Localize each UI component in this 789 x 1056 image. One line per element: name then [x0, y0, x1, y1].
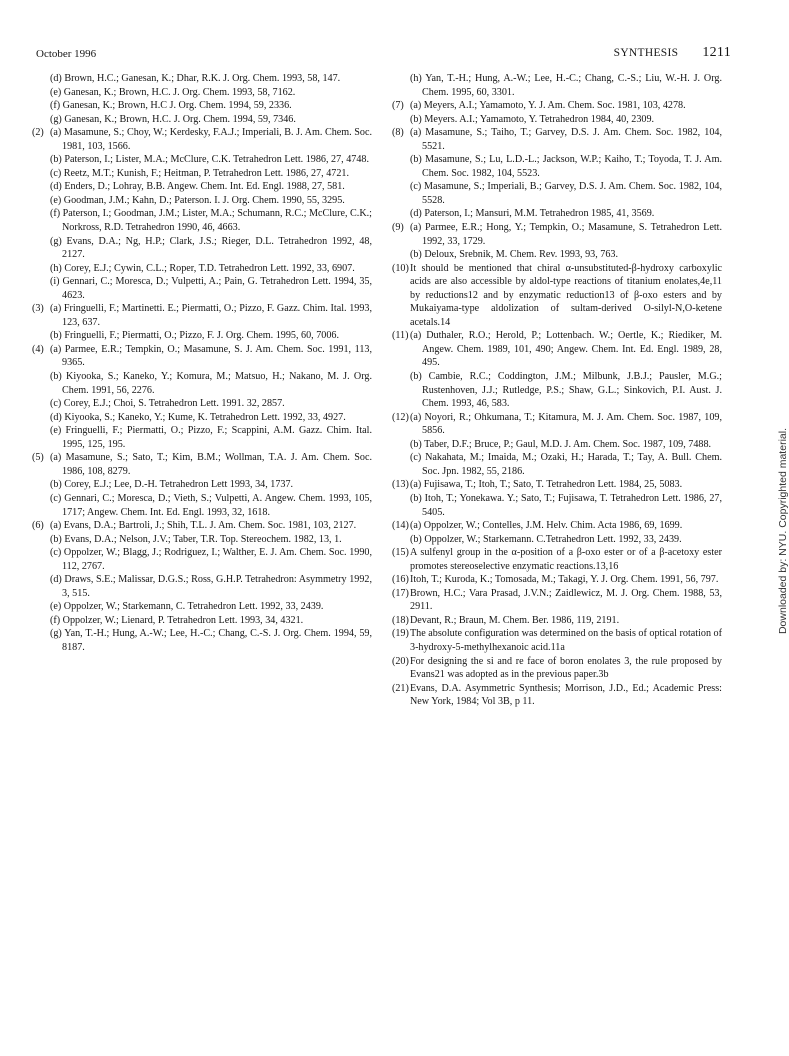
reference-entry: [32, 451, 372, 519]
reference-items: [50, 519, 372, 654]
reference-citation: (a) Evans, D.A.; Bartroli, J.; Shih, T.L. J. Am. Chem. Soc. 1981, 103, 2127.: [50, 520, 357, 532]
reference-note: Devant, R.; Braun, M. Chem. Ber. 1986, 119, 2191.: [410, 614, 620, 626]
reference-number: (9): [392, 222, 404, 234]
reference-number: (3): [32, 303, 44, 315]
reference-items: [410, 72, 722, 99]
reference-number: (21): [392, 682, 409, 694]
reference-note: A sulfenyl group in the α-position of a β-oxo ester or of a β-acetoxy ester promotes stereoselective enzymatic reactions.13,16: [410, 547, 722, 572]
reference-citation: (c) Corey, E.J.; Choi, S. Tetrahedron Lett. 1991. 32, 2857.: [50, 398, 285, 410]
reference-note: Evans, D.A. Asymmetric Synthesis; Morrison, J.D., Ed.; Academic Press: New York, 1984; Vol 3B, p 11.: [410, 682, 722, 708]
reference-entry: [392, 72, 722, 99]
reference-entry: [32, 343, 372, 451]
reference-entry: [392, 655, 722, 682]
reference-entry: [392, 329, 722, 410]
reference-citation: (f) Ganesan, K.; Brown, H.C J. Org. Chem. 1994, 59, 2336.: [50, 100, 292, 112]
reference-citation: (b) Meyers. A.I.; Yamamoto, Y. Tetrahedron 1984, 40, 2309.: [410, 113, 655, 125]
reference-number: (12): [392, 411, 409, 423]
reference-note: The absolute configuration was determined on the basis of optical rotation of 3-hydroxy-5-methylhexanoic acid.11a: [410, 628, 722, 653]
reference-citation: (c) Masamune, S.; Imperiali, B.; Garvey, D.S. J. Am. Chem. Soc. 1982, 104, 5528.: [410, 181, 722, 206]
reference-citation: (a) Fujisawa, T.; Itoh, T.; Sato, T. Tetrahedron Lett. 1984, 25, 5083.: [410, 479, 683, 491]
reference-citation: (a) Meyers, A.I.; Yamamoto, Y. J. Am. Chem. Soc. 1981, 103, 4278.: [410, 100, 686, 112]
reference-citation: (d) Enders, D.; Lohray, B.B. Angew. Chem. Int. Ed. Engl. 1988, 27, 581.: [50, 181, 345, 193]
reference-items: [410, 126, 722, 221]
reference-citation: (h) Corey, E.J.; Cywin, C.L.; Roper, T.D. Tetrahedron Lett. 1992, 33, 6907.: [50, 262, 355, 274]
reference-citation: (a) Parmee, E.R.; Tempkin, O.; Masamune, S. J. Am. Chem. Soc. 1991, 113, 9365.: [50, 343, 372, 369]
references-right-column: [392, 72, 722, 709]
reference-citation: (h) Yan, T.-H.; Hung, A.-W.; Lee, H.-C.; Chang, C.-S.; Liu, W.-H. J. Org. Chem. 1995, 60, 3301.: [410, 73, 722, 98]
reference-entry: [392, 682, 722, 709]
reference-items: [410, 573, 722, 587]
reference-items: [410, 329, 722, 410]
reference-entry: [32, 72, 372, 126]
reference-entry: [392, 587, 722, 614]
reference-entry: [392, 546, 722, 573]
reference-entry: [392, 627, 722, 654]
reference-number: (16): [392, 574, 409, 586]
reference-items: [410, 411, 722, 479]
reference-citation: (e) Ganesan, K.; Brown, H.C. J. Org. Chem. 1993, 58, 7162.: [50, 86, 296, 98]
reference-note: Itoh, T.; Kuroda, K.; Tomosada, M.; Takagi, Y. J. Org. Chem. 1991, 56, 797.: [410, 574, 719, 586]
reference-citation: (a) Masamune, S.; Sato, T.; Kim, B.M.; Wollman, T.A. J. Am. Chem. Soc. 1986, 108, 8279.: [50, 452, 372, 477]
reference-items: [50, 126, 372, 302]
reference-citation: (b) Deloux, Srebnik, M. Chem. Rev. 1993, 93, 763.: [410, 249, 619, 261]
reference-citation: (b) Paterson, I.; Lister, M.A.; McClure, C.K. Tetrahedron Lett. 1986, 27, 4748.: [50, 154, 369, 166]
reference-citation: (a) Oppolzer, W.; Contelles, J.M. Helv. Chim. Acta 1986, 69, 1699.: [410, 520, 683, 532]
reference-citation: (g) Evans, D.A.; Ng, H.P.; Clark, J.S.; Rieger, D.L. Tetrahedron 1992, 48, 2127.: [50, 235, 372, 261]
reference-citation: (g) Ganesan, K.; Brown, H.C. J. Org. Chem. 1994, 59, 7346.: [50, 113, 296, 125]
reference-number: (11): [392, 330, 409, 342]
reference-citation: (f) Paterson, I.; Goodman, J.M.; Lister, M.A.; Schumann, R.C.; McClure, C.K.; Norkross, R.D. Tetrahedron 1990, 46, 4663.: [50, 208, 372, 234]
reference-items: [410, 221, 722, 262]
reference-entry: [392, 99, 722, 126]
issue-date: October 1996: [36, 48, 97, 60]
reference-items: [50, 72, 372, 126]
reference-citation: (a) Duthaler, R.O.; Herold, P.; Lottenbach. W.; Oertle, K.; Riediker, M. Angew. Chem. 1989, 101, 490; Angew. Chem. Int. Ed. Engl. 1989, 28, 495.: [410, 330, 722, 369]
reference-citation: (b) Itoh, T.; Yonekawa. Y.; Sato, T.; Fujisawa, T. Tetrahedron Lett. 1986, 27, 5405.: [410, 492, 722, 518]
reference-items: [410, 262, 722, 330]
references-left-column: [32, 72, 372, 655]
download-watermark-text: Downloaded by: NYU. Copyrighted material.: [777, 428, 789, 635]
reference-number: [392, 72, 410, 99]
reference-note: It should be mentioned that chiral α-unsubstituted-β-hydroxy carboxylic acids are also accessible by aldol-type reactions of titanium enolates,4e,11 by reductions12 and by enzymatic reduction13 of β-oxo esters and by Mukaiyama-type aldolization of sultam-derived O-silyl-N,O-ketene acetals.14: [410, 262, 722, 328]
reference-citation: (e) Goodman, J.M.; Kahn, D.; Paterson. I. J. Org. Chem. 1990, 55, 3295.: [50, 194, 345, 206]
journal-name: SYNTHESIS: [613, 47, 679, 59]
reference-items: [410, 655, 722, 682]
reference-number: (19): [392, 628, 409, 640]
reference-number: (4): [32, 343, 44, 355]
reference-citation: (d) Paterson, I.; Mansuri, M.M. Tetrahedron 1985, 41, 3569.: [410, 208, 655, 220]
reference-citation: (a) Fringuelli, F.; Martinetti. E.; Piermatti, O.; Pizzo, F. Gazz. Chim. Ital. 1993, 123, 637.: [50, 303, 372, 328]
reference-citation: (a) Noyori, R.; Ohkumana, T.; Kitamura, M. J. Am. Chem. Soc. 1987, 109, 5856.: [410, 411, 722, 437]
reference-citation: (d) Kiyooka, S.; Kaneko, Y.; Kume, K. Tetrahedron Lett. 1992, 33, 4927.: [50, 411, 346, 423]
reference-items: [410, 614, 722, 628]
reference-entry: [392, 519, 722, 546]
reference-number: (2): [32, 127, 44, 139]
reference-citation: (c) Reetz, M.T.; Kunish, F.; Heitman, P. Tetrahedron Lett. 1986, 27, 4721.: [50, 167, 349, 179]
reference-number: (17): [392, 587, 409, 599]
page-number: 1211: [702, 45, 731, 60]
reference-citation: (b) Evans, D.A.; Nelson, J.V.; Taber, T.R. Top. Stereochem. 1982, 13, 1.: [50, 533, 342, 545]
reference-number: (15): [392, 547, 409, 559]
reference-citation: (b) Corey, E.J.; Lee, D.-H. Tetrahedron Lett 1993, 34, 1737.: [50, 479, 294, 491]
reference-citation: (g) Yan, T.-H.; Hung, A.-W.; Lee, H.-C.; Chang, C.-S. J. Org. Chem. 1994, 59, 8187.: [50, 628, 372, 653]
reference-number: (7): [392, 100, 404, 112]
reference-items: [410, 627, 722, 654]
reference-entry: [32, 302, 372, 343]
reference-citation: (d) Draws, S.E.; Malissar, D.G.S.; Ross, G.H.P. Tetrahedron: Asymmetry 1992, 3, 515.: [50, 574, 372, 599]
reference-number: (18): [392, 614, 409, 626]
reference-citation: (b) Cambie, R.C.; Coddington, J.M.; Milbunk, J.B.J.; Pausler, M.G.; Rustenhoven, J.J.; Rutledge, P.S.; Shaw, G.L.; Sinkovich, P.I. Aust. J. Chem. 1993, 46, 583.: [410, 371, 722, 410]
reference-entry: [392, 573, 722, 587]
reference-number: (20): [392, 655, 409, 667]
reference-number: (10): [392, 262, 409, 274]
reference-note: Brown, H.C.; Vara Prasad, J.V.N.; Zaidlewicz, M. J. Org. Chem. 1988, 53, 2911.: [410, 587, 722, 613]
reference-number: (8): [392, 127, 404, 139]
reference-entry: [392, 126, 722, 221]
reference-citation: (b) Taber, D.F.; Bruce, P.; Gaul, M.D. J. Am. Chem. Soc. 1987, 109, 7488.: [410, 438, 712, 450]
reference-entry: [392, 478, 722, 519]
reference-items: [410, 587, 722, 614]
reference-number: [32, 72, 50, 126]
reference-entry: [392, 614, 722, 628]
reference-citation: (f) Oppolzer, W.; Lienard, P. Tetrahedron Lett. 1993, 34, 4321.: [50, 614, 304, 626]
reference-citation: (d) Brown, H.C.; Ganesan, K.; Dhar, R.K. J. Org. Chem. 1993, 58, 147.: [50, 73, 341, 84]
reference-citation: (i) Gennari, C.; Moresca, D.; Vulpetti, A.; Pain, G. Tetrahedron Lett. 1994, 35, 4623.: [50, 276, 372, 301]
reference-items: [50, 302, 372, 343]
reference-citation: (b) Masamune, S.; Lu, L.D.-L.; Jackson, W.P.; Kaiho, T.; Toyoda, T. J. Am. Chem. Soc. 1982, 104, 5523.: [410, 154, 722, 179]
reference-entry: [32, 126, 372, 302]
reference-number: (5): [32, 452, 44, 464]
reference-items: [50, 343, 372, 451]
reference-citation: (c) Oppolzer, W.; Blagg, J.; Rodriguez, I.; Walther, E. J. Am. Chem. Soc. 1990, 112, 2767.: [50, 547, 372, 572]
reference-citation: (b) Kiyooka, S.; Kaneko, Y.; Komura, M.; Matsuo, H.; Nakano, M. J. Org. Chem. 1991, 56, 2276.: [50, 371, 372, 396]
reference-items: [410, 546, 722, 573]
reference-citation: (a) Parmee, E.R.; Hong, Y.; Tempkin, O.; Masamune, S. Tetrahedron Lett. 1992, 33, 1729.: [410, 222, 722, 247]
reference-entry: [392, 221, 722, 262]
running-header: [614, 45, 731, 61]
reference-citation: (b) Fringuelli, F.; Piermatti, O.; Pizzo, F. J. Org. Chem. 1995, 60, 7006.: [50, 330, 339, 342]
reference-citation: (a) Masamune, S.; Taiho, T.; Garvey, D.S. J. Am. Chem. Soc. 1982, 104, 5521.: [410, 127, 722, 152]
reference-items: [410, 682, 722, 709]
reference-number: (13): [392, 479, 409, 491]
reference-items: [410, 99, 722, 126]
reference-number: (14): [392, 520, 409, 532]
reference-citation: (e) Fringuelli, F.; Piermatti, O.; Pizzo, F.; Scappini, A.M. Gazz. Chim. Ital. 1995, 125, 195.: [50, 425, 372, 450]
reference-note: For designing the si and re face of boron enolates 3, the rule proposed by Evans21 was adopted as in the previous paper.3b: [410, 655, 722, 681]
reference-entry: [32, 519, 372, 654]
reference-items: [410, 478, 722, 519]
reference-citation: (e) Oppolzer, W.; Starkemann, C. Tetrahedron Lett. 1992, 33, 2439.: [50, 601, 324, 613]
reference-items: [410, 519, 722, 546]
reference-entry: [392, 411, 722, 479]
reference-citation: (b) Oppolzer, W.; Starkemann. C.Tetrahedron Lett. 1992, 33, 2439.: [410, 533, 682, 545]
reference-citation: (a) Masamune, S.; Choy, W.; Kerdesky, F.A.J.; Imperiali, B. J. Am. Chem. Soc. 1981, 103, 1566.: [50, 127, 372, 152]
reference-number: (6): [32, 520, 44, 532]
reference-citation: (c) Nakahata, M.; Imaida, M.; Ozaki, H.; Harada, T.; Tay, A. Bull. Chem. Soc. Jpn. 1982, 55, 2186.: [410, 452, 722, 477]
reference-entry: [392, 262, 722, 330]
reference-citation: (c) Gennari, C.; Moresca, D.; Vieth, S.; Vulpetti, A. Angew. Chem. 1993, 105, 1717; Angew. Chem. Int. Ed. Engl. 1993, 32, 1618.: [50, 492, 372, 518]
reference-items: [50, 451, 372, 519]
